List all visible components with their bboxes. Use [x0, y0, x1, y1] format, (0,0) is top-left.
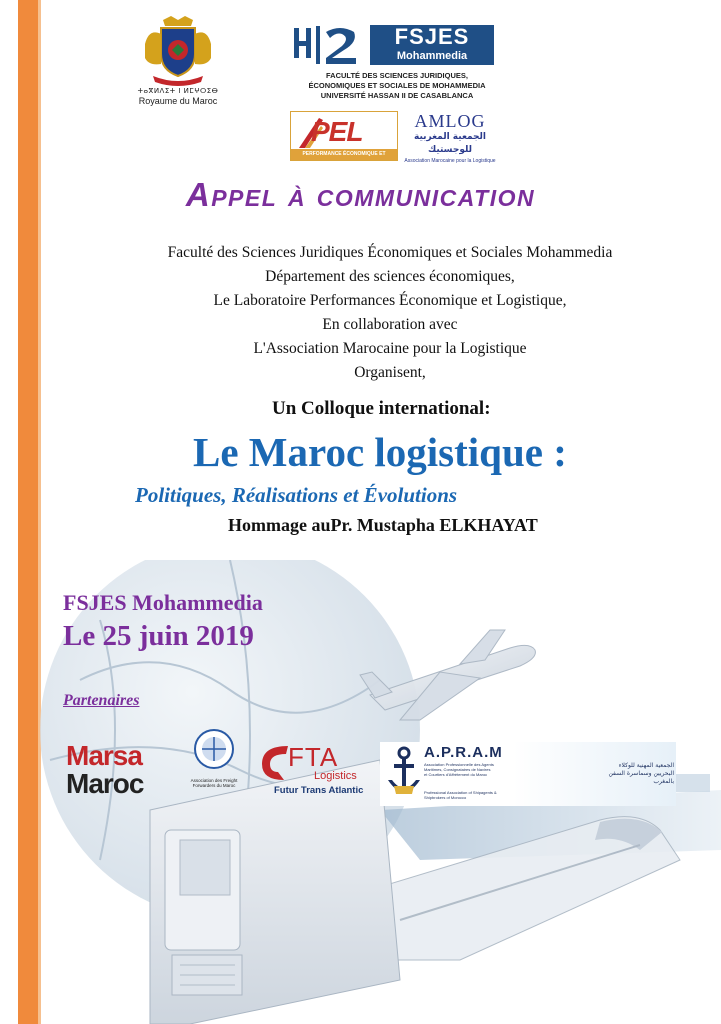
amlog-word: AMLOG [414, 111, 486, 131]
partners-label: Partenaires [63, 692, 140, 709]
fsjes-caption [292, 71, 502, 101]
amlog-arabic: الجمعية المغربية للوجستيك [413, 132, 487, 155]
marsa-line2: Maroc [66, 768, 144, 799]
intro-line: Faculté des Sciences Juridiques Économiques et Sociales Mohammedia [167, 244, 613, 261]
afm-caption: Association des Freight Forwarders du Maroc [190, 778, 238, 788]
university-mark-icon [292, 24, 364, 66]
fta-swoosh-icon [258, 742, 292, 782]
pel-word: PEL [311, 116, 363, 147]
event-type: Un Colloque international: [272, 398, 491, 419]
amlog-logo [402, 111, 498, 164]
amlog-subtitle: Association Marocaine pour la Logistique [404, 158, 496, 164]
fta-word: FTA [288, 742, 339, 772]
intro-line: Organisent, [354, 364, 426, 381]
fta-fullname: Futur Trans Atlantic [274, 785, 364, 796]
fsjes-caption-line: FACULTÉ DES SCIENCES JURIDIQUES, [326, 71, 468, 80]
afm-globe-icon [192, 727, 236, 771]
event-subtitle: Politiques, Réalisations et Évolutions [135, 483, 458, 507]
call-title: Appel à communication [185, 176, 536, 213]
fsjes-short: FSJES [394, 24, 470, 49]
crest-emblem-icon [139, 14, 217, 86]
event-date: Le 25 juin 2019 [63, 620, 254, 652]
intro-line: Le Laboratoire Performances Économique et Logistique, [213, 292, 567, 309]
apram-logo [380, 742, 676, 806]
crest-tifinagh-text: ⵜⴰⴳⵍⴷⵉⵜ ⵏ ⵍⵎⵖⵔⵉⴱ [137, 87, 219, 95]
fsjes-city: Mohammedia [396, 50, 468, 62]
afm-logo [182, 727, 246, 787]
marsa-line1: Marsa [66, 740, 142, 771]
crest-caption: Royaume du Maroc [138, 96, 218, 106]
apram-arabic-text: الجمعية المهنية للوكلاء البحريين وسماسرة السفن بالمغرب [608, 762, 674, 785]
fsjes-logo [292, 24, 502, 101]
fsjes-caption-line: UNIVERSITÉ HASSAN II DE CASABLANCA [320, 91, 474, 100]
intro-block [60, 241, 720, 385]
marsa-maroc-logo [66, 742, 170, 800]
intro-line: En collaboration avec [322, 316, 458, 333]
fta-logistics: Logistics [314, 770, 357, 782]
intro-line: L'Association Marocaine pour la Logistique [253, 340, 527, 357]
pel-tagline: PERFORMANCE ÉCONOMIQUE ET LOGISTIQUE [291, 149, 397, 160]
left-orange-bar [18, 0, 38, 1024]
pel-logo [290, 111, 398, 168]
apram-french-text: Association Professionnelle des Agents Maritimes, Consignataires de Navires et Courtiers d'Affrètement du Maroc [424, 762, 494, 777]
anchor-icon [386, 746, 422, 802]
fsjes-caption-line: ÉCONOMIQUES ET SOCIALES DE MOHAMMEDIA [308, 81, 486, 90]
event-tribute: Hommage auPr. Mustapha ELKHAYAT [228, 515, 538, 535]
intro-line: Département des sciences économiques, [265, 268, 515, 285]
venue: FSJES Mohammedia [63, 590, 263, 615]
apram-english-text: Professional Association of Shipagents & Shipbrokers of Morocco [424, 790, 497, 800]
fta-logo [258, 742, 368, 802]
fsjes-name-box [370, 25, 494, 65]
event-title: Le Maroc logistique : [193, 429, 567, 475]
kingdom-crest [128, 14, 228, 114]
apram-title: A.P.R.A.M [424, 744, 503, 761]
